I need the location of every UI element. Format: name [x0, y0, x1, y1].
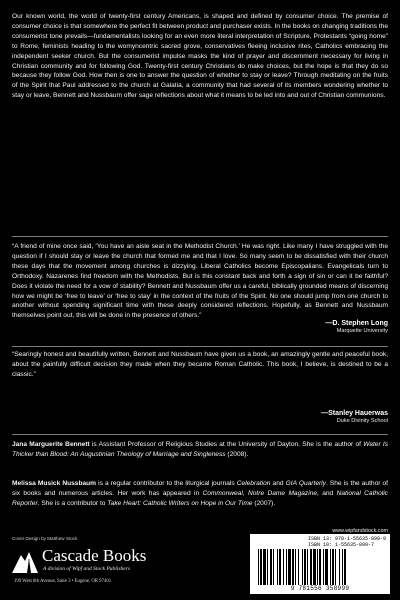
publisher-website[interactable]: www.wipfandstock.com	[332, 528, 388, 534]
bio-text: , and	[317, 489, 337, 497]
publication-title: National Catholic Reporter	[12, 489, 388, 507]
divider	[12, 236, 388, 237]
blurb-paragraph: Our known world, the world of twenty-first century Americans, is shaped and defined by consumer choice. The premise of consumer choice is that somewhere the perfect fit between product and purchaser exists. In the books on changing traditions the consumerist tone prevails—fundamentalists looking for an even more literal interpretation of Scripture, Protestants “going home” to Rome, feminists heading to the womyncentric sacred grove, conservatives fleeing inclusive rites, Catholics embracing the independent seeker church. But the consumerist impulse masks the kind of prayer and discernment necessary for living in Christian community and for following God. Twenty-first century Christians do make choices, but the hope is that they do so because they follow God. How then is one to answer the question of whether to stay or leave? Through meditating on the fruits of the Spirit that Paul addressed to the church at Galatia, a community that had several of its members wondering whether to stay or leave, Bennett and Nussbaum offer sage reflections about what it means to be led into and out of Christian communions.	[12, 13, 388, 100]
bio-text: and	[270, 480, 286, 487]
author-name: Melissa Musick Nussbaum	[12, 480, 97, 487]
bio-text: is Assistant Professor of Religious Studies at the University of Dayton. She is the author of	[89, 441, 364, 448]
publisher-name: Cascade Books	[42, 546, 147, 565]
divider	[12, 434, 388, 435]
book-title: Water Is Thicker than Blood: An Augustinian Theology of Marriage and Singleness	[12, 441, 389, 458]
divider	[12, 346, 388, 347]
isbn-barcode	[250, 534, 390, 594]
endorser-name: —D. Stephen Long	[325, 320, 388, 327]
author-bio	[12, 440, 388, 460]
bio-text: is a regular contributor to the liturgical journals	[96, 480, 237, 487]
isbn-13: ISBN 13: 978-1-55635-899-9	[308, 536, 387, 542]
endorsement-attribution	[325, 319, 388, 335]
publisher-subtitle: A division of Wipf and Stock Publishers	[43, 566, 130, 572]
endorser-affiliation: Duke Divinity School	[336, 418, 388, 424]
publisher-address: 199 West 8th Avenue, Suite 3 • Eugene, OR 97401	[14, 579, 112, 584]
author-name: Jana Marguerite Bennett	[12, 441, 90, 448]
endorser-affiliation: Marquette University	[336, 328, 388, 334]
endorsement-quote: “Searingly honest and beautifully written, Bennett and Nussbaum have given us a book, an amazingly gentle and peaceful book, about the painfully difficult decision they made when they became Roman Catholic. This book, I believe, is destined to be a classic.”	[12, 351, 388, 378]
endorsement-attribution	[321, 409, 388, 425]
book-title: Take Heart: Catholic Writers on Hope in Our Time	[107, 499, 253, 507]
bio-text: (2007).	[252, 499, 276, 507]
bio-text: (2008).	[225, 450, 249, 458]
mountain-waterfall-icon	[12, 549, 38, 575]
barcode-bars	[256, 549, 384, 585]
cover-design-credit: Cover Design by Matthew Stock	[12, 536, 78, 541]
journal-title: Celebration	[236, 480, 271, 487]
publisher-logo	[10, 545, 170, 587]
isbn-10: ISBN 10: 1-55635-899-7	[308, 542, 375, 548]
endorser-name: —Stanley Hauerwas	[321, 410, 388, 417]
barcode-number: 9 781556 358999	[290, 585, 350, 592]
endorsement-quote: “A friend of mine once said, ‘You have an aisle seat in the Methodist Church.’ He was right. Like many I have struggled with the question if I should stay or leave the church that formed me and that I love. So many seem to be dissatisfied with their church these days that the movement among churches is dizzying. Liberal Catholics become Episcopalians. Evangelicals turn to Orthodoxy. Nazarenes find freedom with the Methodists. But is this constant back and forth a sign of sin or can it be faithful? Does it violate the need for a vow of stability? Bennett and Nussbaum offer us a careful, biblically grounded means of discerning how we might be ‘free to leave’ or ‘free to stay’ in the context of the fruits of the Spirit. No one should jump from one church to another without spending significant time with these deeply considered reflections. Hopefully, as Bennett and Nussbaum themselves point out, this will be done in the presence of others.”	[12, 243, 388, 320]
bio-text: . She is the author of six books and numerous articles. Her work has appeared in	[12, 480, 389, 497]
bio-text: . She is a contributor to	[37, 499, 108, 507]
journal-title: GIA Quarterly	[285, 480, 326, 487]
publication-title: Commonweal, Notre Dame Magazine	[202, 489, 318, 497]
author-bio	[12, 479, 388, 509]
